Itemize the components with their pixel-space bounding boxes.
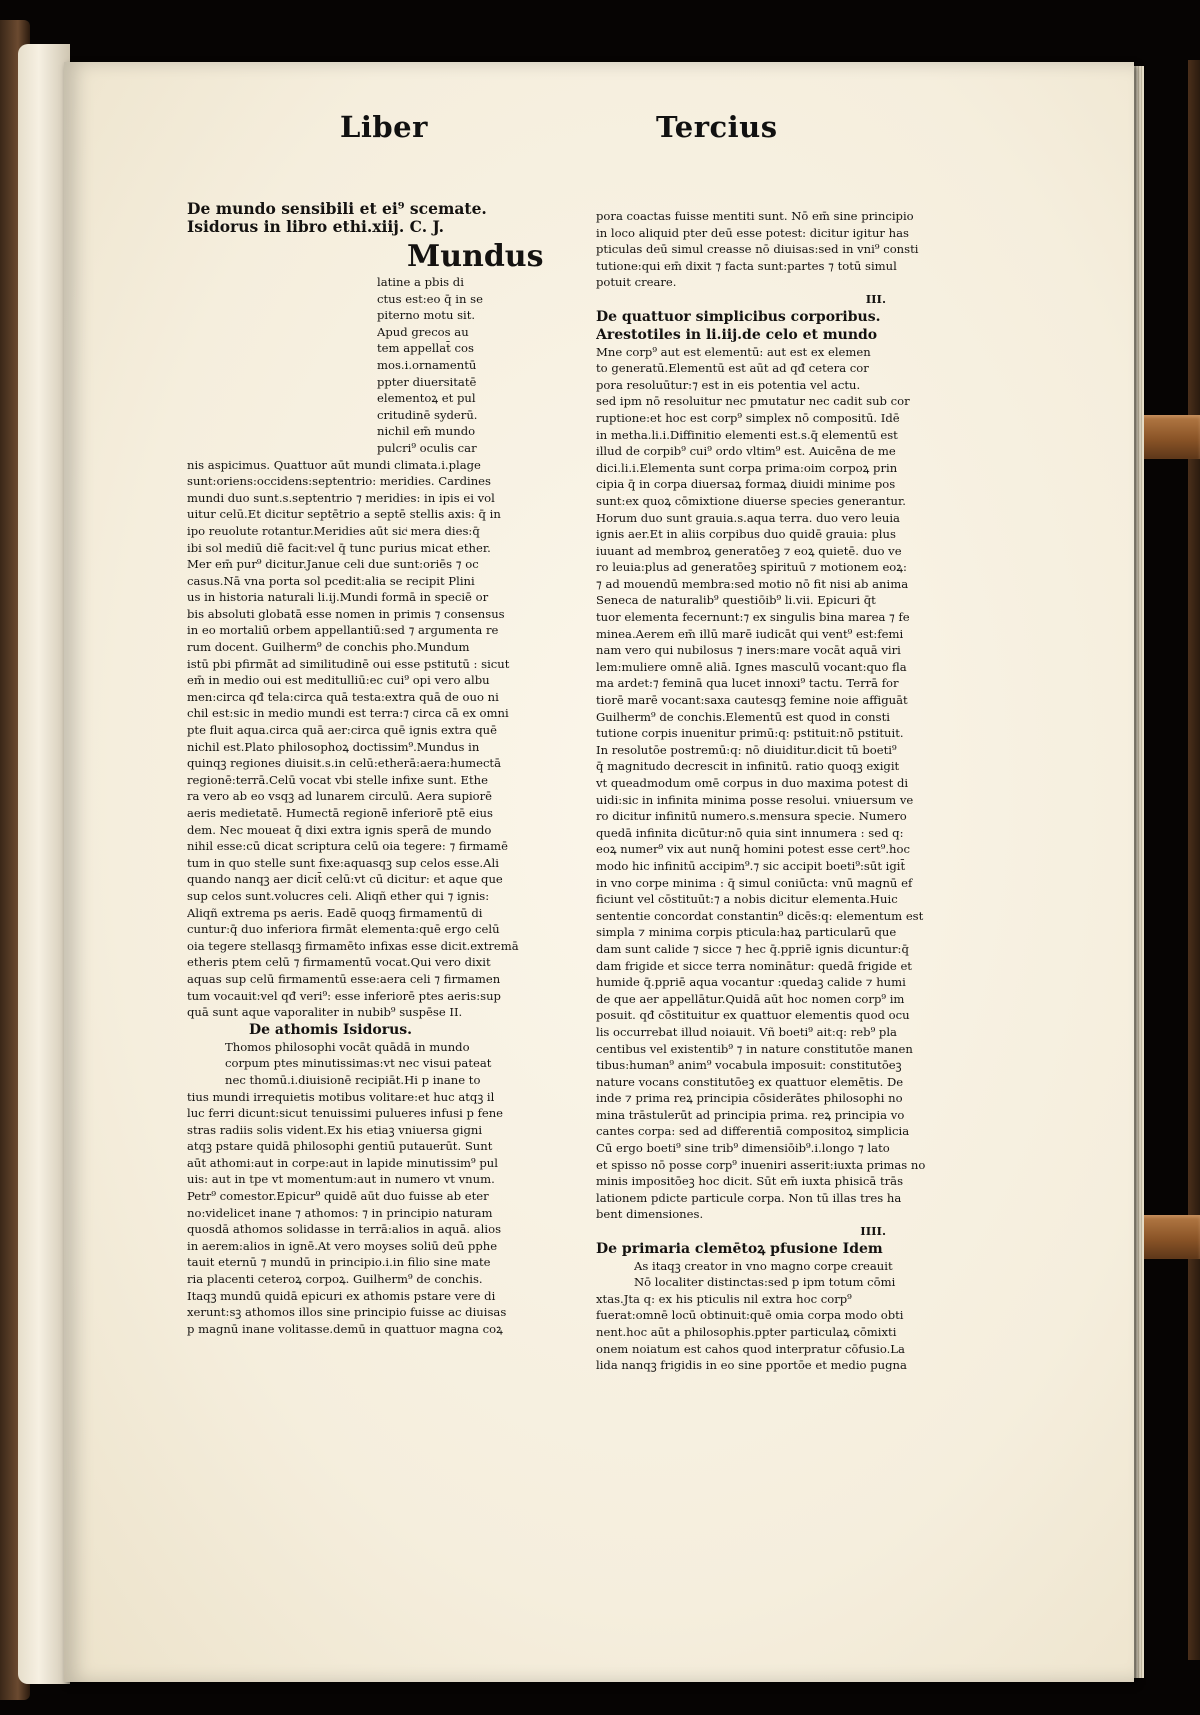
text-line: illud de corpib⁹ cui⁹ ordo vltim⁹ est. Auicēna de me bbox=[596, 444, 896, 459]
text-line: tauit eternū ⁊ mundū in principio.i.in filio sine mate bbox=[187, 1255, 491, 1270]
text-line: Aliqñ extrema ps aeris. Eadē quoqꝫ firmamentū di bbox=[187, 905, 483, 920]
text-column-left bbox=[187, 200, 544, 1337]
text-line: ra vero ab eo vsqꝫ ad lunarem circulū. Aera supiorē bbox=[187, 789, 493, 804]
text-line: casus.Nā vna porta sol pcedit:alia se recipit Plini bbox=[187, 573, 475, 588]
text-line: in loco aliquid pter deū esse potest: dicitur igitur has bbox=[596, 225, 909, 240]
text-line: et spisso nō posse corp⁹ inueniri asserit:iuxta primas no bbox=[596, 1157, 926, 1172]
text-line: dem. Nec moueat q̄ dixi extra ignis sperā de mundo bbox=[187, 822, 492, 837]
text-line: lida nanqꝫ frigidis in eo sine pportōe et medio pugna bbox=[596, 1358, 907, 1373]
text-line: quā sunt aque vaporaliter in nubib⁹ suspēse II. bbox=[187, 1005, 463, 1020]
text-line: quedā infinita dicūtur:nō quia sint innumera : sed q: bbox=[596, 825, 904, 840]
text-line: aeris medietatē. Humectā regionē inferiorē ptē eius bbox=[187, 806, 493, 820]
text-line: Apud grecos au bbox=[377, 324, 469, 339]
text-line: nam vero qui nubilosus ⁊ iners:mare vocāt aquā viri bbox=[596, 643, 901, 658]
text-line: Guilherm⁹ de conchis.Elementū est quod in consti bbox=[596, 709, 890, 724]
text-line: uitur celū.Et dicitur septētrio a septē stellis axis: q̄ in bbox=[187, 507, 501, 522]
text-line: ruptione:et hoc est corp⁹ simplex nō compositū. Idē bbox=[596, 410, 900, 425]
text-line: tuor elementa fecernunt:⁊ ex singulis bina marea ⁊ fe bbox=[596, 610, 910, 625]
text-line: rum docent. Guilherm⁹ de conchis pho.Mundum bbox=[187, 640, 470, 655]
text-line: pora resoluūtur:⁊ est in eis potentia vel actu. bbox=[596, 377, 861, 392]
text-line: nent.hoc aūt a philosophis.ppter particulaꝝ cōmixti bbox=[596, 1325, 897, 1339]
text-line: tius mundi irrequietis motibus volitare:et huc atqꝫ il bbox=[187, 1089, 495, 1104]
text-line: pora coactas fuisse mentiti sunt. Nō em̄ sine principio bbox=[596, 209, 914, 223]
text-line: chil est:sic in medio mundi est terra:⁊ circa cā ex omni bbox=[187, 706, 509, 721]
section-source: Arestotiles in li.iij.de celo et mundo bbox=[596, 326, 878, 343]
running-head-left: Liber bbox=[340, 110, 428, 144]
text-line: tum vocauit:vel qđ veri⁹: esse inferiorē ptes aeris:sup bbox=[187, 988, 501, 1003]
text-line: Mne corp⁹ aut est elementū: aut est ex elemen bbox=[596, 344, 871, 359]
text-line: p magnū inane volitasse.demū in quattuor magna coꝝ bbox=[187, 1321, 503, 1336]
text-line: centibus vel existentib⁹ ⁊ in nature constitutōe manen bbox=[596, 1041, 913, 1056]
text-line: no:videlicet inane ⁊ athomos: ⁊ in principio naturam bbox=[187, 1205, 493, 1220]
text-line: minea.Aerem em̄ illū marē iudicāt qui vent⁹ est:femi bbox=[596, 626, 904, 641]
paragraph-block bbox=[596, 344, 926, 1223]
indented-text-block bbox=[187, 1039, 522, 1089]
text-line: piterno motu sit. bbox=[377, 308, 476, 323]
text-line: minis impositōeꝫ hoc dicit. Sūt em̄ iuxta phisicā trās bbox=[596, 1174, 904, 1189]
text-line: humide q̄.ppriē aqua vocantur :quedaꝫ calide ⁊ humi bbox=[596, 975, 906, 990]
text-line: As itaqꝫ creator in vno magno corpe creauit bbox=[634, 1258, 893, 1273]
text-line: in aerem:alios in ignē.At vero moyses soliū deū pphe bbox=[187, 1238, 498, 1253]
text-line: ignis aer.Et in aliis corpibus duo quidē grauia: plus bbox=[596, 527, 896, 542]
indented-text-block bbox=[187, 274, 522, 457]
text-line: tibus:human⁹ anim⁹ vocabula imposuit: constitutōeꝫ bbox=[596, 1058, 902, 1073]
indented-text-block bbox=[634, 1258, 926, 1291]
text-line: mina trāstulerūt ad principia prima. reꝝ principia vo bbox=[596, 1107, 905, 1122]
text-line: nec thomū.i.diuisionē recipiāt.Hi p inane to bbox=[225, 1072, 481, 1087]
text-line: to generatū.Elementū est aūt ad qđ cetera cor bbox=[596, 361, 869, 376]
text-line: corpum ptes minutissimas:vt nec visui pateat bbox=[225, 1056, 492, 1071]
text-line: xtas.Jta q: ex his pticulis nil extra hoc corp⁹ bbox=[596, 1291, 852, 1306]
text-line: pulcri⁹ oculis car bbox=[377, 440, 477, 455]
text-line: ro dicitur infinitū numero.s.mensura specie. Numero bbox=[596, 809, 907, 824]
text-line: in vno corpe minima : q̄ simul coniūcta: vnū magnū ef bbox=[596, 875, 913, 890]
text-line: uis: aut in tpe vt momentum:aut in numero vt vnum. bbox=[187, 1172, 495, 1187]
text-line: nichil est.Plato philosophoꝝ doctissim⁹.Mundus in bbox=[187, 739, 480, 754]
text-line: sed ipm nō resoluitur nec pmutatur nec cadit sub cor bbox=[596, 394, 910, 409]
text-line: dam sunt calide ⁊ sicce ⁊ hec q̄.ppriē ignis dicuntur:q̄ bbox=[596, 941, 909, 956]
leather-strap-upper bbox=[1140, 415, 1200, 459]
text-line: q̄ magnitudo decrescit in infinitū. ratio quoqꝫ exigit bbox=[596, 759, 900, 774]
book-cover-right bbox=[1188, 60, 1200, 1660]
text-line: bis absoluti globatā esse nomen in primis ⁊ consensus bbox=[187, 606, 505, 621]
text-line: quosdā athomos solidasse in terrā:alios in aquā. alios bbox=[187, 1222, 502, 1237]
text-line: Mer em̄ pur⁹ dicitur.Janue celi due sunt:oriēs ⁊ oc bbox=[187, 557, 479, 572]
text-line: Nō localiter distinctas:sed p ipm totum cōmi bbox=[634, 1275, 896, 1290]
section-heading-confusione: De primaria clemētoꝝ pfusione Idem bbox=[596, 1240, 883, 1257]
paragraph-block bbox=[187, 457, 522, 1021]
leather-strap-lower bbox=[1140, 1215, 1200, 1259]
text-line: Cū ergo boeti⁹ sine trib⁹ dimensiōib⁹.i.longo ⁊ lato bbox=[596, 1141, 890, 1156]
text-line: Horum duo sunt grauia.s.aqua terra. duo vero leuia bbox=[596, 510, 900, 525]
section-number: IIII. bbox=[860, 1224, 886, 1239]
text-line: cuntur:q̄ duo inferiora firmāt elementa:quē ergo celū bbox=[187, 922, 500, 937]
chapter-source: Isidorus in libro ethi.xiij. C. J. bbox=[187, 218, 445, 236]
text-line: pticulas deū simul creasse nō diuisas:sed in vni⁹ consti bbox=[596, 242, 919, 257]
text-line: luc ferri dicunt:sicut tenuissimi pulueres infusi p fene bbox=[187, 1106, 504, 1121]
text-line: xerunt:sꝫ athomos illos sine principio fuisse ac diuisas bbox=[187, 1305, 507, 1320]
text-line: fuerat:omnē locū obtinuit:quē omia corpa modo obti bbox=[596, 1308, 904, 1323]
text-line: ibi sol mediū diē facit:vel q̄ tunc purius micat ether. bbox=[187, 540, 491, 555]
paragraph-block bbox=[596, 208, 926, 291]
text-line: aquas sup celū firmamentū esse:aera celi ⁊ firmamen bbox=[187, 971, 501, 986]
text-line: lis occurrebat illud noiauit. Vñ boeti⁹ ait:q: reb⁹ pla bbox=[596, 1024, 897, 1039]
text-line: latine a pbis di bbox=[377, 275, 464, 289]
text-line: men:circa qđ tela:circa quā testa:extra quā de ouo ni bbox=[187, 689, 499, 704]
text-line: ppter diuersitatē bbox=[377, 374, 477, 389]
text-line: quinqꝫ regiones diuisit.s.in celū:etherā:aera:humectā bbox=[187, 756, 502, 771]
text-line: modo hic infinitū accipim⁹.⁊ sic accipit boeti⁹:sūt igit̄ bbox=[596, 858, 906, 873]
text-line: dam frigide et sicce terra nominātur: quedā frigide et bbox=[596, 958, 912, 973]
initial-word: Mundus bbox=[407, 239, 544, 274]
text-line: lationem pdicte particule corpa. Non tū illas tres ha bbox=[596, 1190, 902, 1205]
text-column-right bbox=[596, 208, 926, 1374]
text-line: sunt:oriens:occidens:septentrio: meridies. Cardines bbox=[187, 474, 491, 489]
text-line: pte fluit aqua.circa quā aer:circa quē ignis extra quē bbox=[187, 723, 497, 738]
text-line: Seneca de naturalib⁹ questiōib⁹ li.vii. Epicuri q̄t bbox=[596, 593, 876, 608]
text-line: iuuant ad membroꝝ generatōeꝫ ⁊ eoꝝ quietē. duo ve bbox=[596, 543, 902, 558]
section-number: III. bbox=[865, 291, 886, 306]
text-line: cipia q̄ in corpa diuersaꝝ formaꝝ diuidi minime pos bbox=[596, 477, 896, 492]
text-line: potuit creare. bbox=[596, 275, 677, 290]
text-line: istū pbi pfirmāt ad similitudinē oui esse pstitutū : sicut bbox=[187, 656, 510, 671]
text-line: regionē:terrā.Celū vocat vbi stelle infixe sunt. Ethe bbox=[187, 772, 488, 787]
text-line: nis aspicimus. Quattuor aūt mundi climata.i.plage bbox=[187, 457, 481, 472]
text-line: oia tegere stellasqꝫ firmamēto infixas esse dicit.extremā bbox=[187, 938, 519, 953]
text-line: stras radiis solis vident.Ex his etiaꝫ vniuersa gigni bbox=[187, 1122, 483, 1137]
text-line: in metha.li.i.Diffinitio elementi est.s.q̄ elementū est bbox=[596, 427, 898, 442]
text-line: tem appellat̄ cos bbox=[377, 341, 474, 356]
text-line: critudinē syderū. bbox=[377, 407, 478, 422]
text-line: inde ⁊ prima reꝝ principia cōsiderātes philosophi no bbox=[596, 1091, 903, 1106]
text-line: onem noiatum est cahos quod interpratur cōfusio.La bbox=[596, 1341, 905, 1356]
text-line: posuit. qđ cōstituitur ex quattuor elementis quod ocu bbox=[596, 1008, 910, 1023]
text-line: ria placenti ceteroꝝ corpoꝝ. Guilherm⁹ de conchis. bbox=[187, 1272, 483, 1287]
text-line: nichil em̄ mundo bbox=[377, 424, 476, 439]
section-heading-athomis: De athomis Isidorus. bbox=[249, 1021, 413, 1038]
paragraph-block bbox=[596, 1291, 926, 1374]
text-line: atqꝫ pstare quidā philosophi gentiū putauerūt. Sunt bbox=[187, 1139, 493, 1154]
section-heading-corporibus: De quattuor simplicibus corporibus. bbox=[596, 308, 881, 325]
text-line: quando nanqꝫ aer dicit̄ celū:vt cū dicitur: et aque que bbox=[187, 872, 503, 887]
text-line: Petr⁹ comestor.Epicur⁹ quidē aūt duo fuisse ab eter bbox=[187, 1189, 489, 1204]
chapter-heading: De mundo sensibili et ei⁹ scemate. bbox=[187, 200, 487, 218]
text-line: ficiunt vel cōstituūt:⁊ a nobis dicitur elementa.Huic bbox=[596, 892, 898, 907]
text-line: aūt athomi:aut in corpe:aut in lapide minutissim⁹ pul bbox=[187, 1155, 498, 1170]
text-line: tiorē marē vocant:saxa cautesqꝫ femine noie affiguāt bbox=[596, 693, 908, 708]
text-line: nature vocans constitutōeꝫ ex quattuor elemētis. De bbox=[596, 1074, 904, 1089]
text-line: tutione corpis inuenitur primū:q: pstituit:nō pstituit. bbox=[596, 726, 904, 741]
text-line: bent dimensiones. bbox=[596, 1207, 704, 1222]
text-line: simpla ⁊ minima corpis pticula:haꝝ particularū que bbox=[596, 925, 897, 940]
text-line: In resolutōe postremū:q: nō diuiditur.dicit tū boeti⁹ bbox=[596, 742, 897, 757]
text-line: Thomos philosophi vocāt quādā in mundo bbox=[225, 1039, 470, 1054]
text-line: uidi:sic in infinita minima posse resolui. vniuersum ve bbox=[596, 792, 914, 807]
text-line: eoꝝ numer⁹ vix aut nunq̄ homini potest esse cert⁹.hoc bbox=[596, 842, 910, 857]
text-line: tum in quo stelle sunt fixe:aquasqꝫ sup celos esse.Ali bbox=[187, 855, 499, 870]
text-line: sententie concordat constantin⁹ dicēs:q: elementum est bbox=[596, 908, 924, 923]
text-line: sunt:ex quoꝝ cōmixtione diuerse species generantur. bbox=[596, 493, 906, 508]
text-line: vt queadmodum omē corpus in duo maxima potest di bbox=[596, 776, 909, 790]
text-line: mundi duo sunt.s.septentrio ⁊ meridies: in ipis ei vol bbox=[187, 490, 495, 505]
text-line: dici.li.i.Elementa sunt corpa prima:oim corpoꝝ prin bbox=[596, 460, 898, 475]
text-line: ctus est:eo q̄ in se bbox=[377, 291, 483, 306]
text-line: lem:muliere omnē aliā. Ignes masculū vocant:quo fla bbox=[596, 659, 907, 674]
running-head-right: Tercius bbox=[656, 110, 778, 144]
text-line: ⁊ ad mouendū membra:sed motio nō fit nisi ab anima bbox=[596, 576, 909, 591]
text-line: em̄ in medio oui est meditulliū:ec cui⁹ opi vero albu bbox=[187, 673, 490, 688]
text-line: cantes corpa: sed ad differentiā compositoꝝ simplicia bbox=[596, 1124, 910, 1139]
paragraph-block bbox=[187, 1089, 522, 1338]
text-line: Itaqꝫ mundū quidā epicuri ex athomis pstare vere di bbox=[187, 1288, 496, 1303]
text-line: ro leuia:plus ad generatōeꝫ spirituū ⁊ motionem eoꝝ: bbox=[596, 560, 907, 575]
text-line: elementoꝝ et pul bbox=[377, 391, 476, 406]
text-line: sup celos sunt.volucres celi. Aliqñ ether qui ⁊ ignis: bbox=[187, 888, 490, 903]
text-line: tutione:qui em̄ dixit ⁊ facta sunt:partes ⁊ totū simul bbox=[596, 258, 897, 273]
text-line: nihil esse:cū dicat scriptura celū oia tegere: ⁊ firmamē bbox=[187, 839, 508, 854]
text-line: ipo reuolute rotantur.Meridies aūt sicͥ mera dies:q̄ bbox=[187, 523, 480, 538]
text-line: mos.i.ornamentū bbox=[377, 357, 477, 372]
facing-page-edge bbox=[18, 44, 70, 1684]
text-line: de que aer appellātur.Quidā aūt hoc nomen corp⁹ im bbox=[596, 991, 905, 1006]
text-line: us in historia naturali li.ij.Mundi formā in speciē or bbox=[187, 590, 489, 605]
text-line: etheris ptem celū ⁊ firmamentū vocat.Qui vero dixit bbox=[187, 955, 491, 970]
text-line: in eo mortaliū orbem appellantiū:sed ⁊ argumenta re bbox=[187, 623, 499, 638]
text-line: ma ardet:⁊ feminā qua lucet innoxi⁹ tactu. Terrā for bbox=[596, 676, 899, 691]
